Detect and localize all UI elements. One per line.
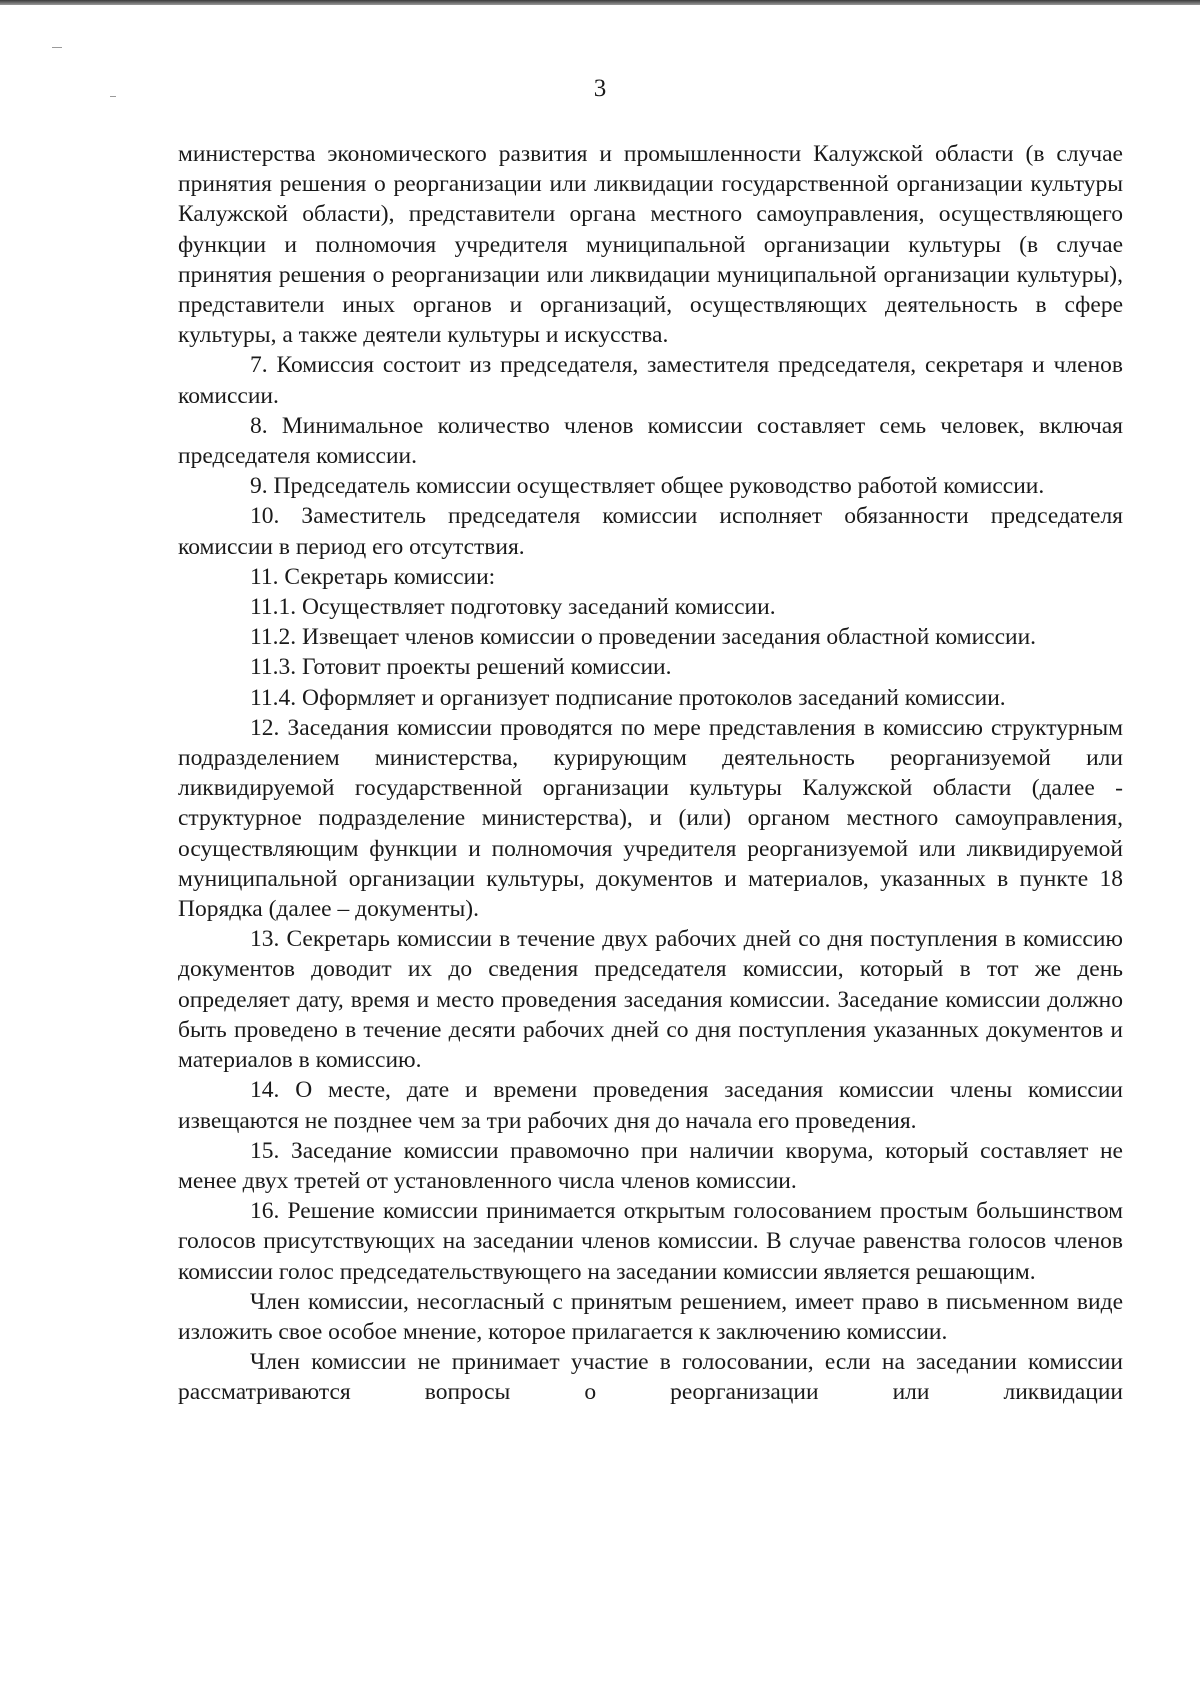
paragraph: 12. Заседания комиссии проводятся по мере представления в комиссию структурным подразделением министерства, курирующим деятельность реорганизуемой или ликвидируемой государственной организации культуры Калужской области (далее - структурное подразделение министерства), и (или) органом местного самоуправления, осуществляющим функции и полномочия учредителя реорганизуемой или ликвидируемой муниципальной организации культуры, документов и материалов, указанных в пункте 18 Порядка (далее – документы).: [178, 714, 1123, 923]
paragraph: 10. Заместитель председателя комиссии исполняет обязанности председателя комиссии в период его отсутствия.: [178, 503, 1123, 560]
paragraph: Член комиссии не принимает участие в голосовании, если на заседании комиссии рассматриваются вопросы о реорганизации или ликвидации: [178, 1349, 1123, 1406]
paragraph: министерства экономического развития и промышленности Калужской области (в случае принятия решения о реорганизации или ликвидации государственной организации культуры Калужской области), представители органа местного самоуправления, осуществляющего функции и полномочия учредителя муниципальной организации культуры (в случае принятия решения о реорганизации или ликвидации муниципальной организации культуры), представители иных органов и организаций, осуществляющих деятельность в сфере культуры, а также деятели культуры и искусства.: [178, 141, 1123, 349]
paragraph: 14. О месте, дате и времени проведения заседания комиссии члены комиссии извещаются не позднее чем за три рабочих дня до начала его проведения.: [178, 1077, 1123, 1134]
page-number: 3: [593, 75, 607, 102]
paragraph: 7. Комиссия состоит из председателя, заместителя председателя, секретаря и членов комиссии.: [178, 352, 1123, 409]
scan-top-edge: [0, 0, 1200, 5]
paragraph: 13. Секретарь комиссии в течение двух рабочих дней со дня поступления в комиссию документов доводит их до сведения председателя комиссии, который в тот же день определяет дату, время и место проведения заседания комиссии. Заседание комиссии должно быть проведено в течение десяти рабочих дней со дня поступления указанных документов и материалов в комиссию.: [178, 926, 1123, 1074]
paragraph: Член комиссии, несогласный с принятым решением, имеет право в письменном виде изложить свое особое мнение, которое прилагается к заключению комиссии.: [178, 1288, 1123, 1345]
paragraph: 11.3. Готовит проекты решений комиссии.: [250, 654, 672, 681]
paragraph: 8. Минимальное количество членов комиссии составляет семь человек, включая председателя комиссии.: [178, 412, 1123, 470]
paragraph: 11. Секретарь комиссии:: [250, 563, 496, 590]
scan-speck: [52, 47, 62, 48]
paragraph: 11.4. Оформляет и организует подписание протоколов заседаний комиссии.: [250, 684, 1006, 711]
paragraph: 9. Председатель комиссии осуществляет общее руководство работой комиссии.: [250, 473, 1045, 500]
paragraph: 16. Решение комиссии принимается открытым голосованием простым большинством голосов присутствующих на заседании членов комиссии. В случае равенства голосов членов комиссии голос председательствующего на заседании комиссии является решающим.: [178, 1198, 1123, 1285]
paragraph: 11.1. Осуществляет подготовку заседаний комиссии.: [250, 594, 776, 621]
paragraph: 11.2. Извещает членов комиссии о проведении заседания областной комиссии.: [250, 624, 1037, 651]
paragraph: 15. Заседание комиссии правомочно при наличии кворума, который составляет не менее двух третей от установленного числа членов комиссии.: [178, 1137, 1123, 1194]
document-body: [178, 139, 1123, 1408]
